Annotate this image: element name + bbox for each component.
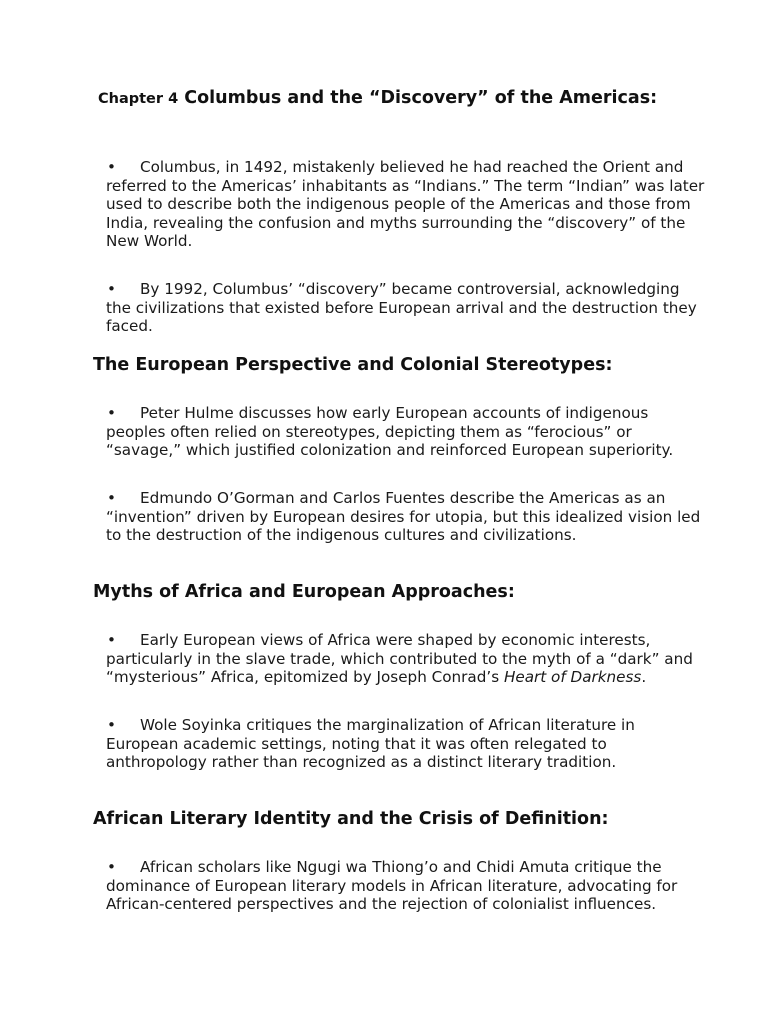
bullet-item — [106, 404, 706, 460]
chapter-label: Chapter 4 — [98, 91, 179, 107]
bullet-marker: • — [107, 158, 116, 176]
bullet-text: Early European views of Africa were shaped by economic interests, particularly in the slave trade, which contributed to the myth of a “dark” and “mysterious” Africa, epitomized by Joseph Conrad’s — [106, 631, 693, 687]
bullet-item — [106, 489, 706, 545]
bullet-text: Wole Soyinka critiques the marginalization of African literature in European academic settings, noting that it was often relegated to anthropology rather than recognized as a distinct literary tradition. — [106, 716, 635, 772]
bullet-text: Columbus, in 1492, mistakenly believed he had reached the Orient and referred to the Americas’ inhabitants as “Indians.” The term “Indian” was later used to describe both the indigenous people of the Americas and those from India, revealing the confusion and myths surrounding the “discovery” of the New World. — [106, 158, 705, 251]
bullet-item — [106, 858, 706, 914]
bullet-text-end: . — [641, 668, 647, 687]
bullet-text: African scholars like Ngugi wa Thiong’o and Chidi Amuta critique the dominance of European literary models in African literature, advocating for African-centered perspectives and the rejection of colonialist influences. — [106, 858, 678, 914]
bullet-marker: • — [107, 489, 116, 507]
bullet-marker: • — [107, 716, 116, 734]
bullet-text: Peter Hulme discusses how early European accounts of indigenous peoples often relied on stereotypes, depicting them as “ferocious” or “savage,” which justified colonization and reinforced European superiority. — [106, 404, 674, 460]
bullet-item — [106, 631, 706, 687]
bullet-marker: • — [107, 404, 116, 422]
book-title: Heart of Darkness — [503, 668, 642, 687]
bullet-marker: • — [107, 631, 116, 649]
bullet-item — [106, 158, 706, 251]
section-heading-1: Columbus and the “Discovery” of the Americas: — [184, 88, 658, 108]
bullet-marker: • — [107, 280, 116, 298]
bullet-item — [106, 716, 706, 772]
bullet-text: By 1992, Columbus’ “discovery” became controversial, acknowledging the civilizations that existed before European arrival and the destruction they faced. — [106, 280, 697, 336]
chapter-heading — [93, 87, 733, 110]
section-heading-4: African Literary Identity and the Crisis of Definition: — [93, 809, 609, 829]
bullet-item — [106, 280, 706, 336]
section-heading-2: The European Perspective and Colonial Stereotypes: — [93, 355, 613, 375]
section-heading-3: Myths of Africa and European Approaches: — [93, 582, 515, 602]
bullet-text: Edmundo O’Gorman and Carlos Fuentes describe the Americas as an “invention” driven by European desires for utopia, but this idealized vision led to the destruction of the indigenous cultures and civilizations. — [106, 489, 701, 545]
bullet-marker: • — [107, 858, 116, 876]
